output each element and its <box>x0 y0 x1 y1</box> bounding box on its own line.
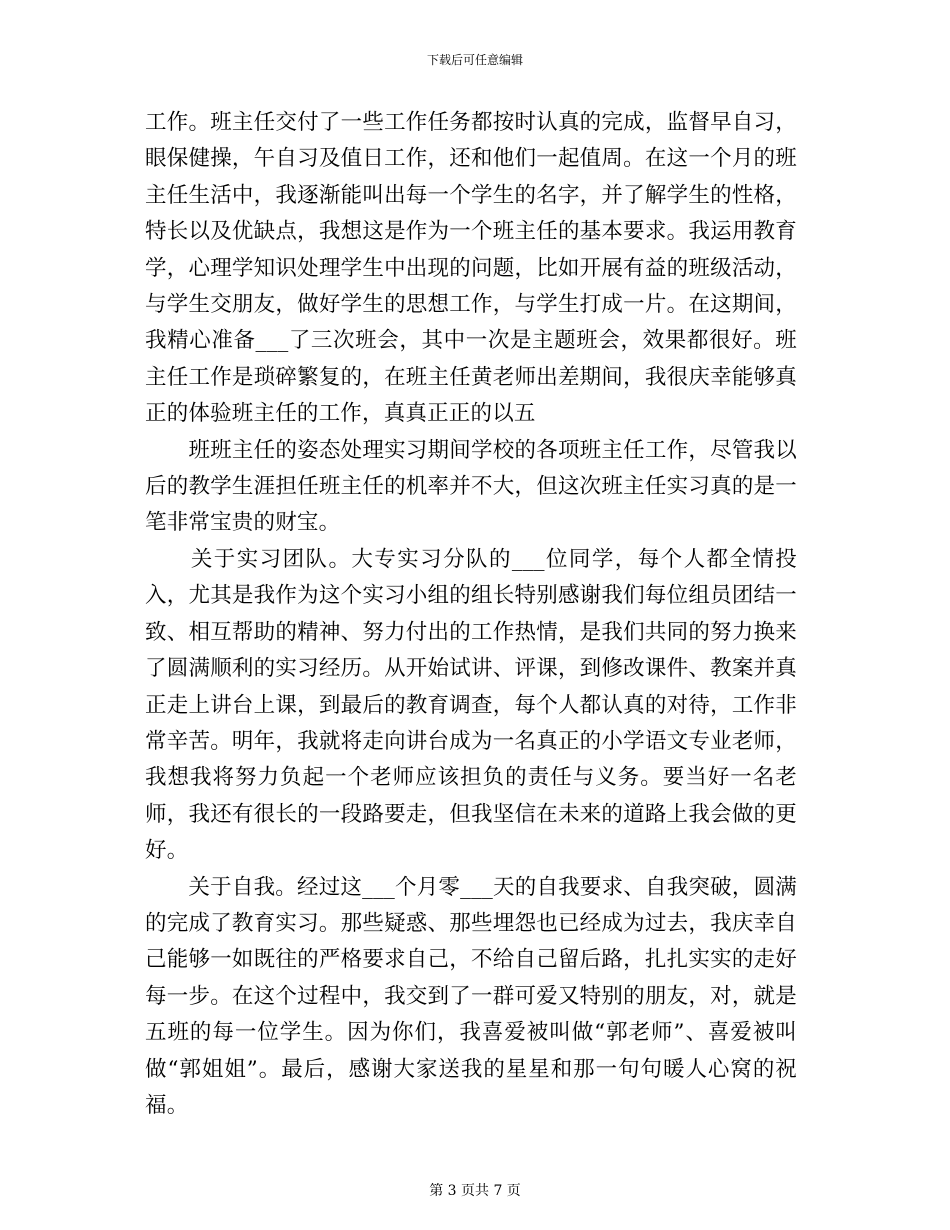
paragraph-class-teacher-reflection: 班班主任的姿态处理实习期间学校的各项班主任工作，尽管我以后的教学生涯担任班主任的机率并不大，但这次班主任实习真的是一笔非常宝贵的财宝。 <box>145 437 797 536</box>
paragraph-internship-team: 关于实习团队。大专实习分队的___位同学，每个人都全情投入，尤其是我作为这个实习小组的组长特别感谢我们每位组员团结一致、相互帮助的精神、努力付出的工作热情，是我们共同的努力换来了圆满顺利的实习经历。从开始试讲、评课，到修改课件、教案并真正走上讲台上课，到最后的教育调查，每个人都认真的对待，工作非常辛苦。明年，我就将走向讲台成为一名真正的小学语文专业老师，我想我将努力负起一个老师应该担负的责任与义务。要当好一名老师，我还有很长的一段路要走，但我坚信在未来的道路上我会做的更好。 <box>145 546 797 864</box>
page-number: 第 3 页共 7 页 <box>429 1183 521 1199</box>
document-body <box>145 105 797 1124</box>
paragraph-self-reflection: 关于自我。经过这___个月零___天的自我要求、自我突破，圆满的完成了教育实习。那些疑惑、那些埋怨也已经成为过去，我庆幸自己能够一如既往的严格要求自己，不给自己留后路，扎扎实实的走好每一步。在这个过程中，我交到了一群可爱又特别的朋友，对，就是五班的每一位学生。因为你们，我喜爱被叫做“郭老师”、喜爱被叫做“郭姐姐”。最后，感谢大家送我的星星和那一句句暖人心窝的祝福。 <box>145 874 797 1118</box>
paragraph-class-teacher-work: 工作。班主任交付了一些工作任务都按时认真的完成，监督早自习，眼保健操，午自习及值日工作，还和他们一起值周。在这一个月的班主任生活中，我逐渐能叫出每一个学生的名字，并了解学生的性格，特长以及优缺点，我想这是作为一个班主任的基本要求。我运用教育学，心理学知识处理学生中出现的问题，比如开展有益的班级活动，与学生交朋友，做好学生的思想工作，与学生打成一片。在这期间，我精心准备___了三次班会，其中一次是主题班会，效果都很好。班主任工作是琐碎繁复的，在班主任黄老师出差期间，我很庆幸能够真正的体验班主任的工作，真真正正的以五 <box>145 110 797 427</box>
page-header-note: 下载后可任意编辑 <box>426 53 523 67</box>
